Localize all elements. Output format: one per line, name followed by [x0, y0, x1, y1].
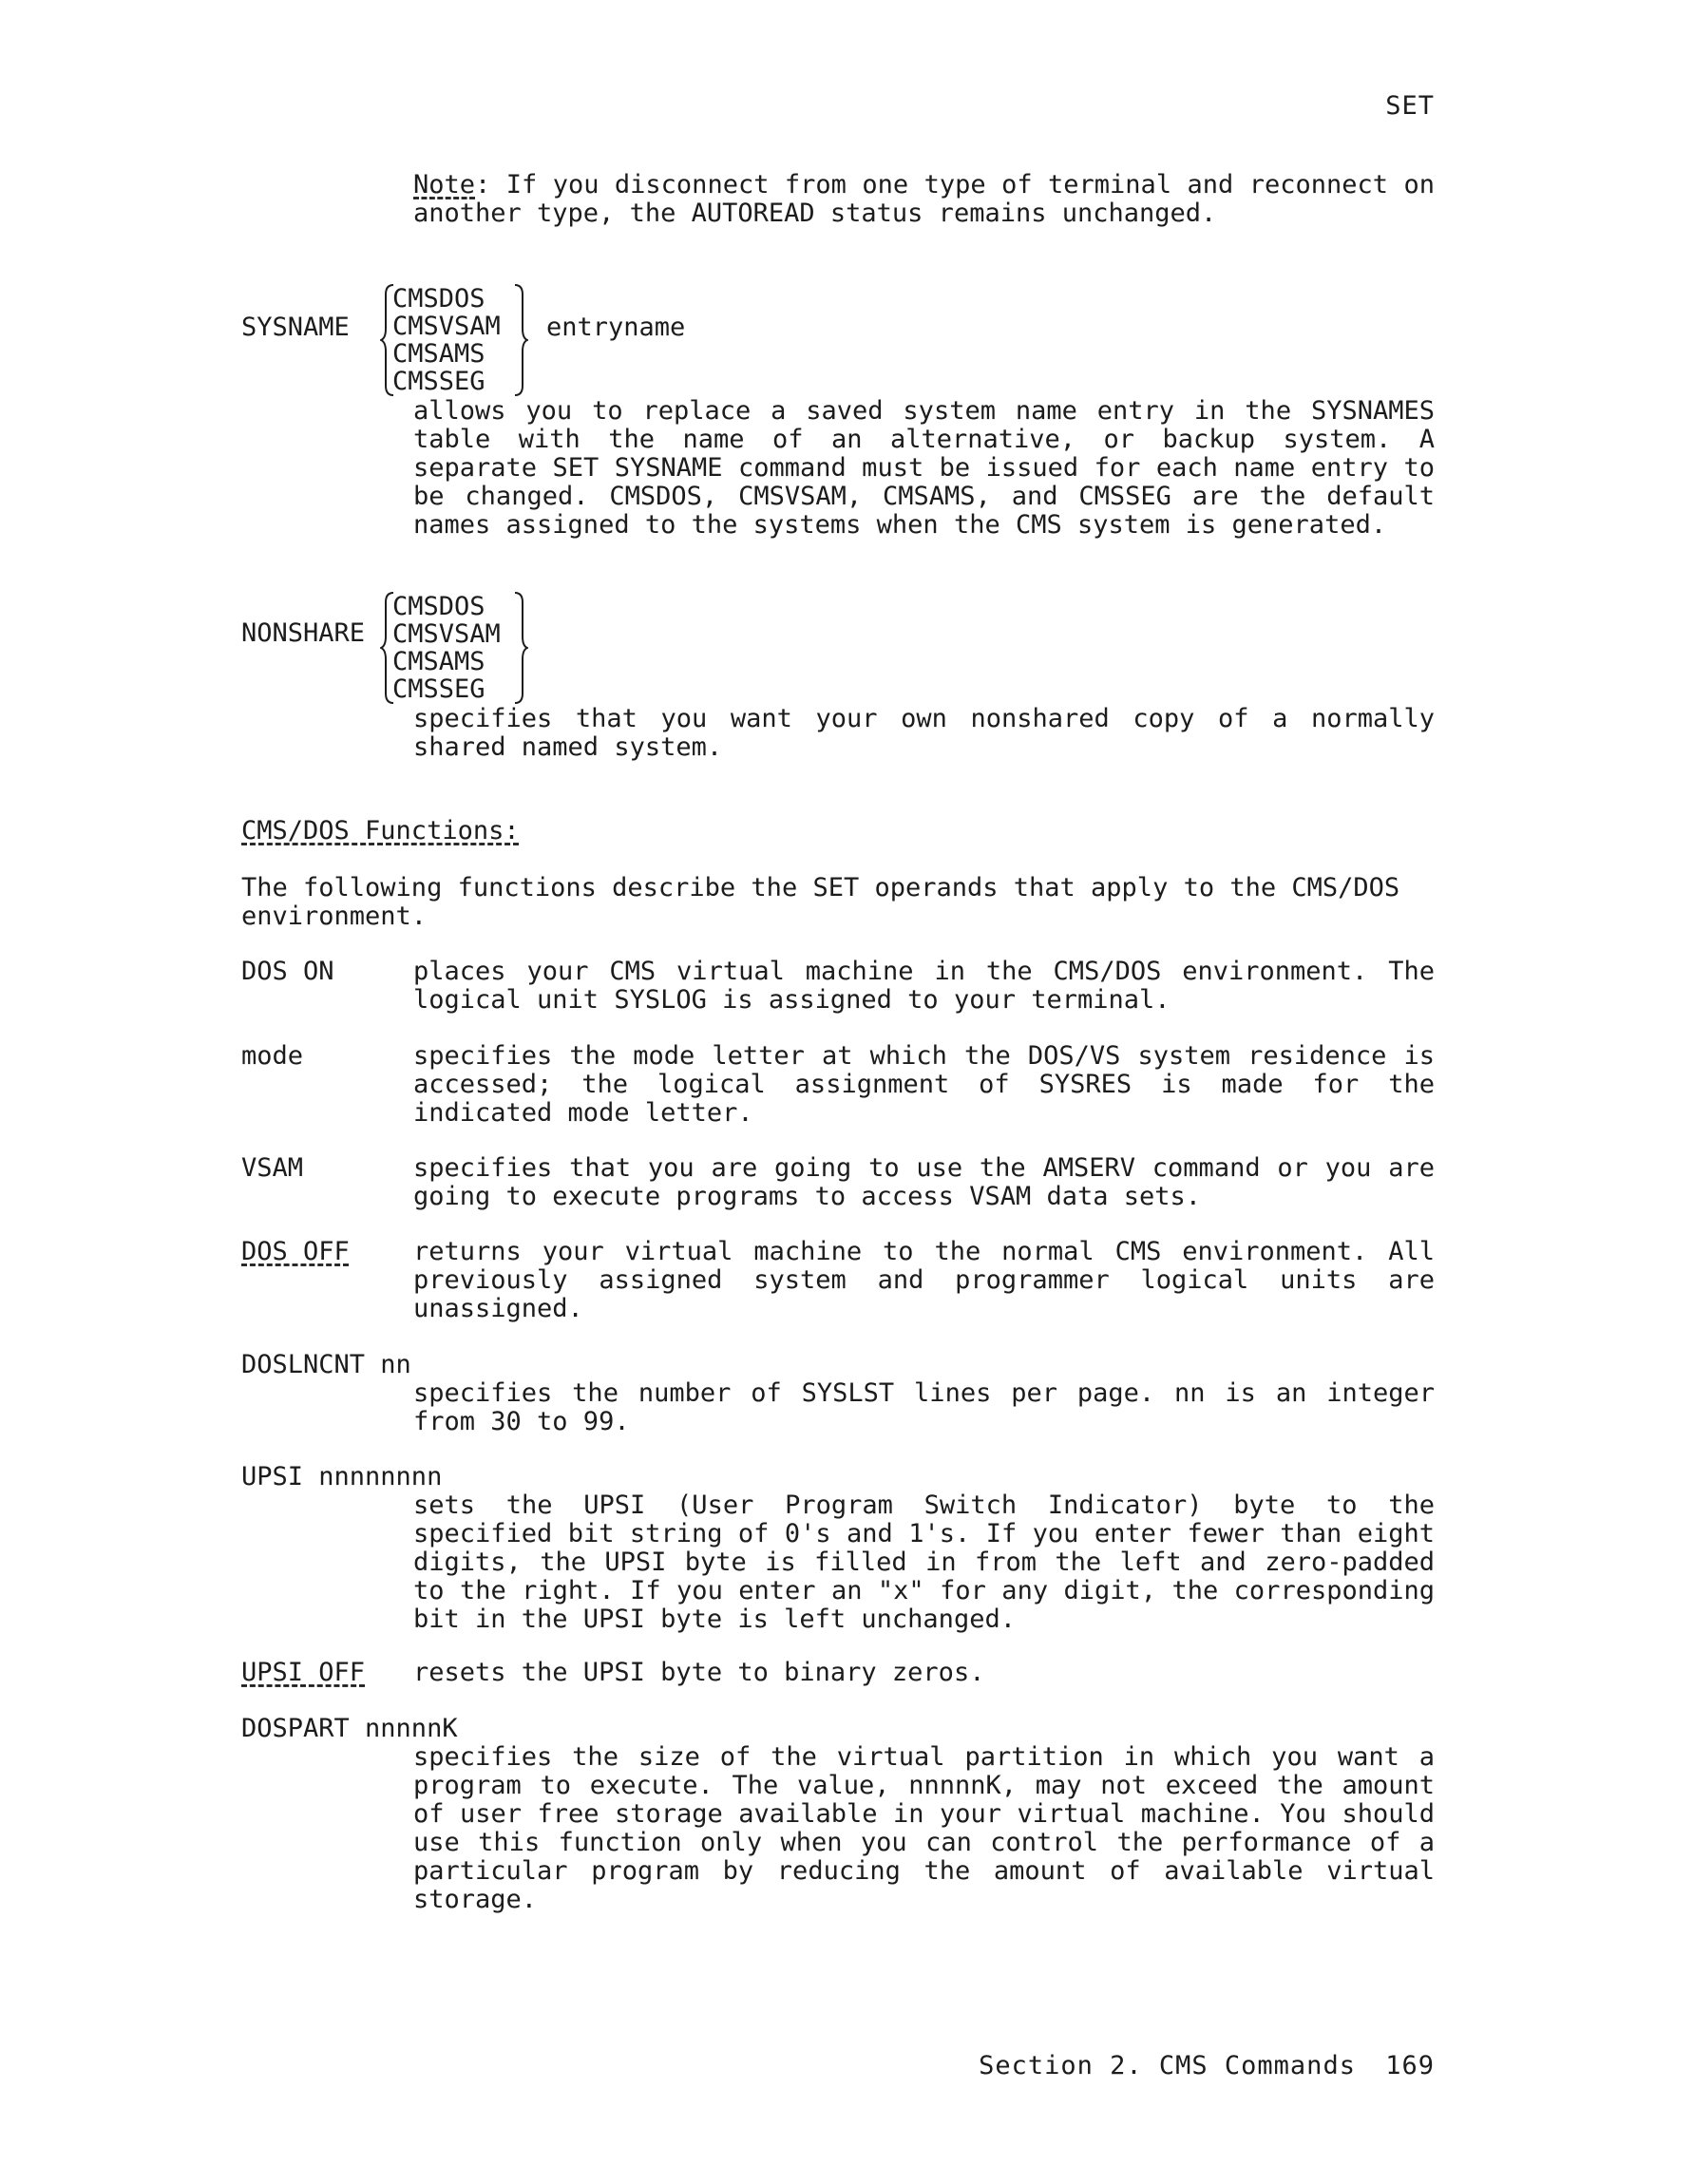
nonshare-description-block — [413, 705, 1435, 762]
sysname-param: entryname — [546, 313, 686, 342]
sysname-description: allows you to replace a saved system name entry in the SYSNAMES table with the name of an alternative, or backup system. A separate SET SYSNAME command must be issued for each name entry to be changed. CMSDOS, CMSVSAM, CMSAMS, and CMSSEG are the default names assigned to the systems when the CMS system is generated. — [413, 396, 1435, 540]
dos-on-description: places your CMS virtual machine in the CMS/DOS environment. The logical unit SYSLOG is assigned to your terminal. — [413, 957, 1435, 1015]
nonshare-options — [392, 593, 501, 703]
note-label: Note — [413, 170, 476, 199]
page-number: 169 — [1385, 2051, 1435, 2080]
page-footer — [979, 2052, 1435, 2080]
vsam-block — [413, 1154, 1435, 1211]
right-brace-icon — [513, 591, 528, 705]
option-cmsvsam: CMSVSAM — [392, 619, 501, 649]
upsi-keyword: UPSI nnnnnnnn — [241, 1462, 443, 1491]
option-cmsseg: CMSSEG — [392, 674, 485, 704]
option-cmsams: CMSAMS — [392, 339, 485, 369]
dos-off-block — [413, 1238, 1435, 1323]
note-text: : If you disconnect from one type of terminal and reconnect on another type, the AUTOREAD status remains unchanged. — [413, 170, 1435, 228]
upsi-off-description: resets the UPSI byte to binary zeros. — [413, 1658, 985, 1687]
nonshare-keyword: NONSHARE — [241, 618, 366, 648]
option-cmsseg: CMSSEG — [392, 367, 485, 396]
mode-description: specifies the mode letter at which the DOS/VS system residence is accessed; the logical assignment of SYSRES is made for the indicated mode letter. — [413, 1041, 1435, 1128]
doslncnt-description: specifies the number of SYSLST lines per page. nn is an integer from 30 to 99. — [413, 1378, 1435, 1436]
dospart-keyword: DOSPART nnnnnK — [241, 1714, 458, 1743]
nonshare-description: specifies that you want your own nonshared copy of a normally shared named system. — [413, 704, 1435, 762]
upsi-description: sets the UPSI (User Program Switch Indicator) byte to the specified bit string of 0's and 1's. If you enter fewer than eight digits, the UPSI byte is filled in from the left and zero-padded to the right. If you enter an "x" for any digit, the corresponding bit in the UPSI byte is left unchanged. — [413, 1491, 1435, 1634]
right-brace-icon — [513, 283, 528, 397]
upsi-off-block — [413, 1659, 1435, 1687]
option-cmsams: CMSAMS — [392, 647, 485, 676]
dos-off-description: returns your virtual machine to the normal CMS environment. All previously assigned system and programmer logical units are unassigned. — [413, 1237, 1435, 1323]
doslncnt-block — [413, 1379, 1435, 1436]
dos-on-keyword: DOS ON — [241, 957, 334, 986]
upsi-off-keyword: UPSI OFF — [241, 1658, 366, 1687]
doslncnt-keyword: DOSLNCNT nn — [241, 1350, 411, 1379]
option-cmsdos: CMSDOS — [392, 284, 485, 313]
footer-text: Section 2. CMS Commands — [979, 2051, 1356, 2080]
dospart-description: specifies the size of the virtual partition in which you want a program to execute. The value, nnnnnK, may not exceed the amount of user free storage available in your virtual machine. You should use this function only when you can control the performance of a particular program by reducing the amount of available virtual storage. — [413, 1742, 1435, 1914]
running-head: SET — [1385, 91, 1435, 121]
option-cmsdos: CMSDOS — [392, 592, 485, 621]
dos-on-block — [413, 958, 1435, 1015]
section-title: CMS/DOS Functions: — [241, 816, 520, 845]
mode-block — [413, 1042, 1435, 1128]
mode-keyword: mode — [241, 1041, 304, 1071]
option-cmsvsam: CMSVSAM — [392, 312, 501, 341]
sysname-keyword: SYSNAME — [241, 313, 350, 342]
section-intro: The following functions describe the SET operands that apply to the CMS/DOS environment. — [241, 873, 1400, 931]
dospart-block — [413, 1743, 1435, 1914]
upsi-block — [413, 1491, 1435, 1634]
sysname-description-block — [413, 397, 1435, 540]
dos-off-keyword: DOS OFF — [241, 1237, 350, 1266]
vsam-description: specifies that you are going to use the AMSERV command or you are going to execute programs to access VSAM data sets. — [413, 1153, 1435, 1211]
section-intro-block — [241, 874, 1435, 931]
note-block — [413, 171, 1435, 228]
sysname-options — [392, 285, 501, 395]
vsam-keyword: VSAM — [241, 1153, 304, 1183]
